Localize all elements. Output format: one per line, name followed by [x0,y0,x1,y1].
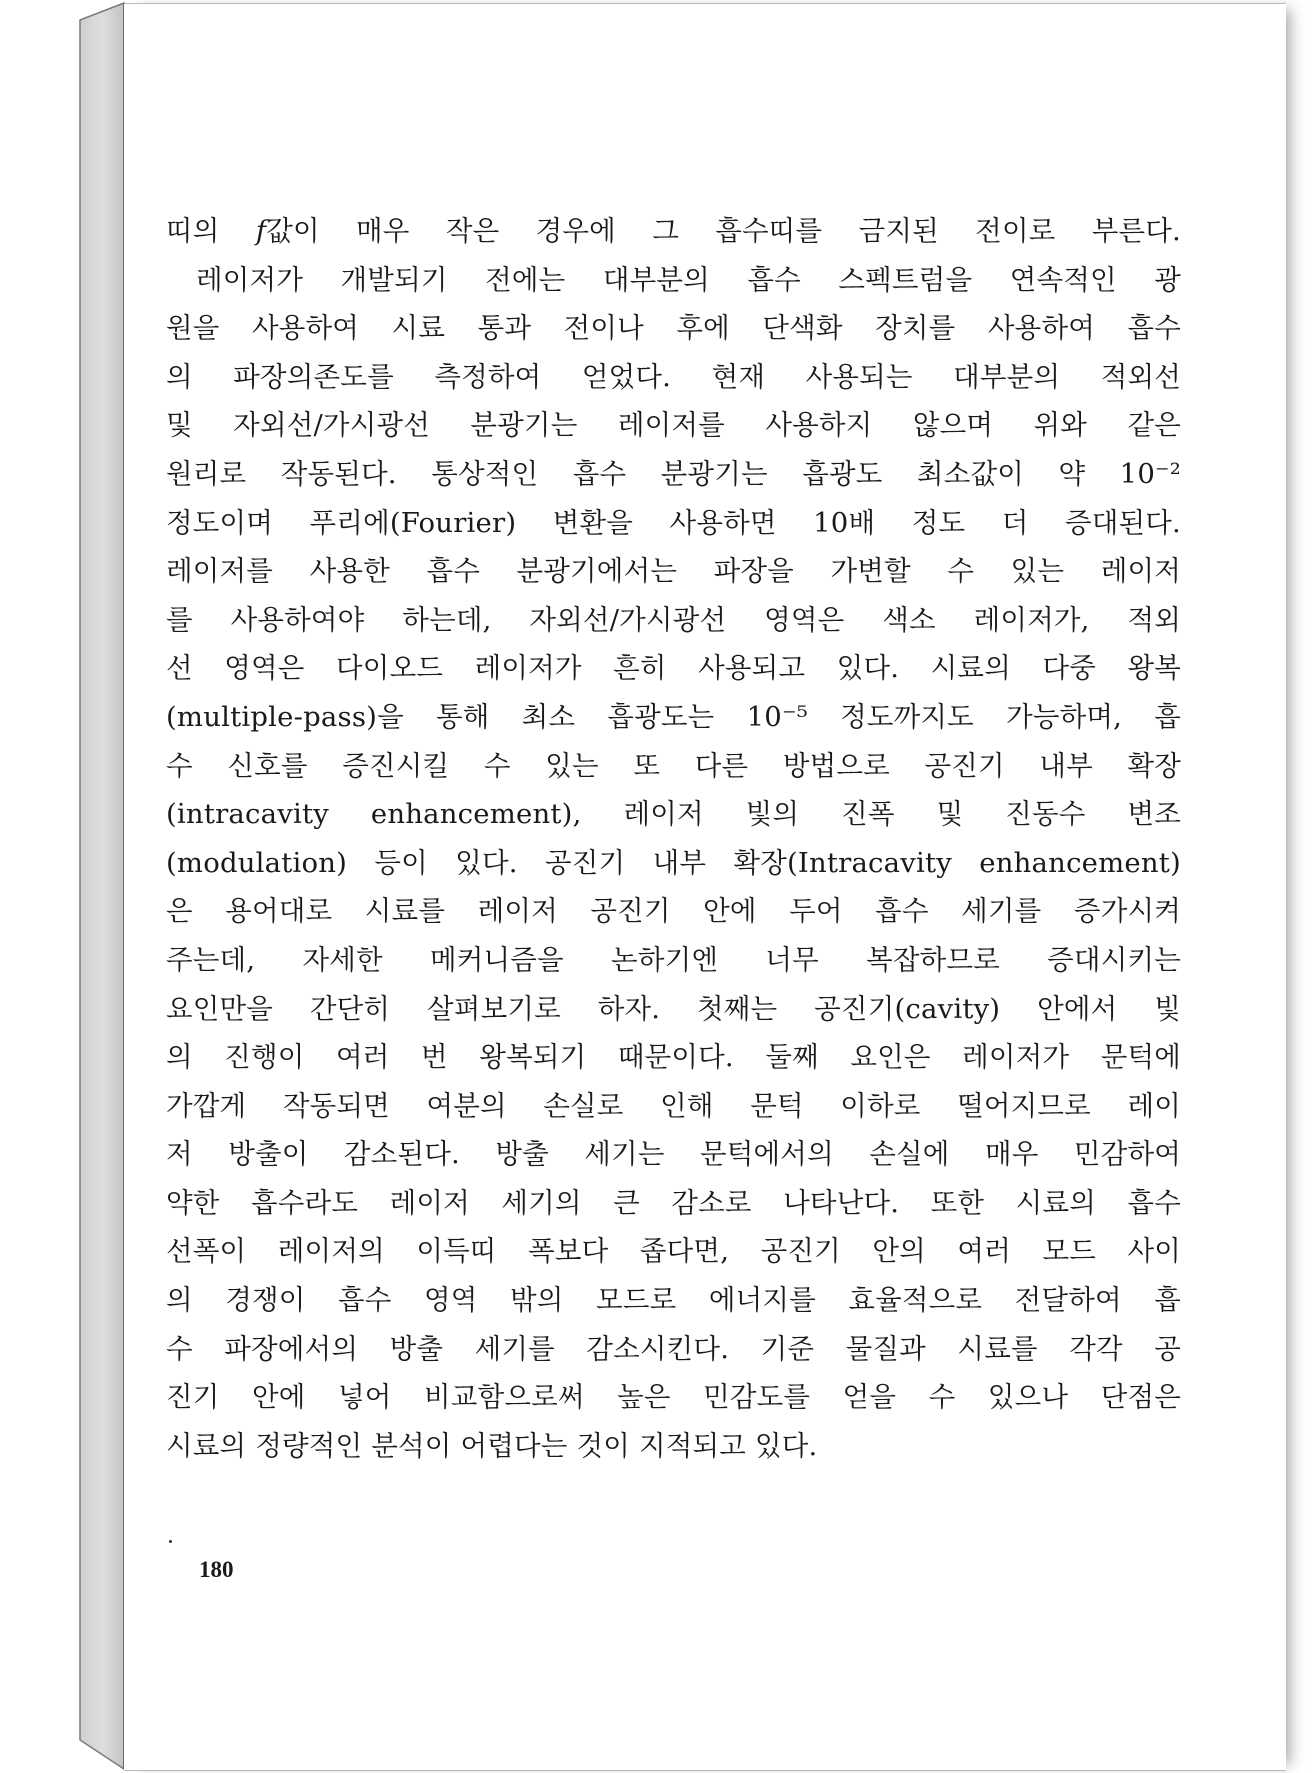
text-line: 선 영역은 다이오드 레이저가 흔히 사용되고 있다. 시료의 다중 왕복 [166,652,1181,685]
text-line: (intracavity enhancement), 레이저 빛의 진폭 및 진동수 변조 [166,798,1181,831]
text-line: 요인만을 간단히 살펴보기로 하자. 첫째는 공진기(cavity) 안에서 빛 [166,992,1181,1025]
text-line: 가깝게 작동되면 여분의 손실로 인해 문턱 이하로 떨어지므로 레이 [166,1089,1181,1122]
text-line: (multiple-pass)을 통해 최소 흡광도는 10⁻⁵ 정도까지도 가능하며, 흡 [166,700,1181,733]
text-line: 약한 흡수라도 레이저 세기의 큰 감소로 나타난다. 또한 시료의 흡수 [166,1186,1181,1219]
body-text [166,207,1181,1470]
text-line: 주는데, 자세한 메커니즘을 논하기엔 너무 복잡하므로 증대시키는 [166,943,1181,976]
text-line: 원리로 작동된다. 통상적인 흡수 분광기는 흡광도 최소값이 약 10⁻² [166,457,1181,490]
text-line: 의 파장의존도를 측정하여 얻었다. 현재 사용되는 대부분의 적외선 [166,360,1181,393]
text-line: 원을 사용하여 시료 통과 전이나 후에 단색화 장치를 사용하여 흡수 [166,312,1181,345]
text-line: 시료의 정량적인 분석이 어렵다는 것이 지적되고 있다. [166,1429,818,1462]
text-line: 레이저를 사용한 흡수 분광기에서는 파장을 가변할 수 있는 레이저 [166,555,1181,588]
text-line: 의 경쟁이 흡수 영역 밖의 모드로 에너지를 효율적으로 전달하여 흡 [166,1284,1181,1317]
text-line: 진기 안에 넣어 비교함으로써 높은 민감도를 얻을 수 있으나 단점은 [166,1381,1181,1414]
text-line: 저 방출이 감소된다. 방출 세기는 문턱에서의 손실에 매우 민감하여 [166,1138,1181,1171]
text-line: 수 신호를 증진시킬 수 있는 또 다른 방법으로 공진기 내부 확장 [166,749,1181,782]
text-line: 은 용어대로 시료를 레이저 공진기 안에 두어 흡수 세기를 증가시켜 [166,895,1181,928]
stray-mark [169,1540,172,1543]
text-line: 를 사용하여야 하는데, 자외선/가시광선 영역은 색소 레이저가, 적외 [166,603,1181,636]
text-line: 의 진행이 여러 번 왕복되기 때문이다. 둘째 요인은 레이저가 문턱에 [166,1041,1181,1074]
text-line: (modulation) 등이 있다. 공진기 내부 확장(Intracavity enhancement) [166,846,1181,879]
text-line: 및 자외선/가시광선 분광기는 레이저를 사용하지 않으며 위와 같은 [166,409,1181,442]
text-line: 레이저가 개발되기 전에는 대부분의 흡수 스펙트럼을 연속적인 광 [196,263,1181,296]
text-line: 정도이며 푸리에(Fourier) 변환을 사용하면 10배 정도 더 증대된다. [166,506,1181,539]
text-line: 수 파장에서의 방출 세기를 감소시킨다. 기준 물질과 시료를 각각 공 [166,1332,1181,1365]
text-line: 선폭이 레이저의 이득띠 폭보다 좁다면, 공진기 안의 여러 모드 사이 [166,1235,1181,1268]
text-line: 띠의 𝑓값이 매우 작은 경우에 그 흡수띠를 금지된 전이로 부른다. [166,215,1181,247]
page-number: 180 [199,1557,234,1582]
